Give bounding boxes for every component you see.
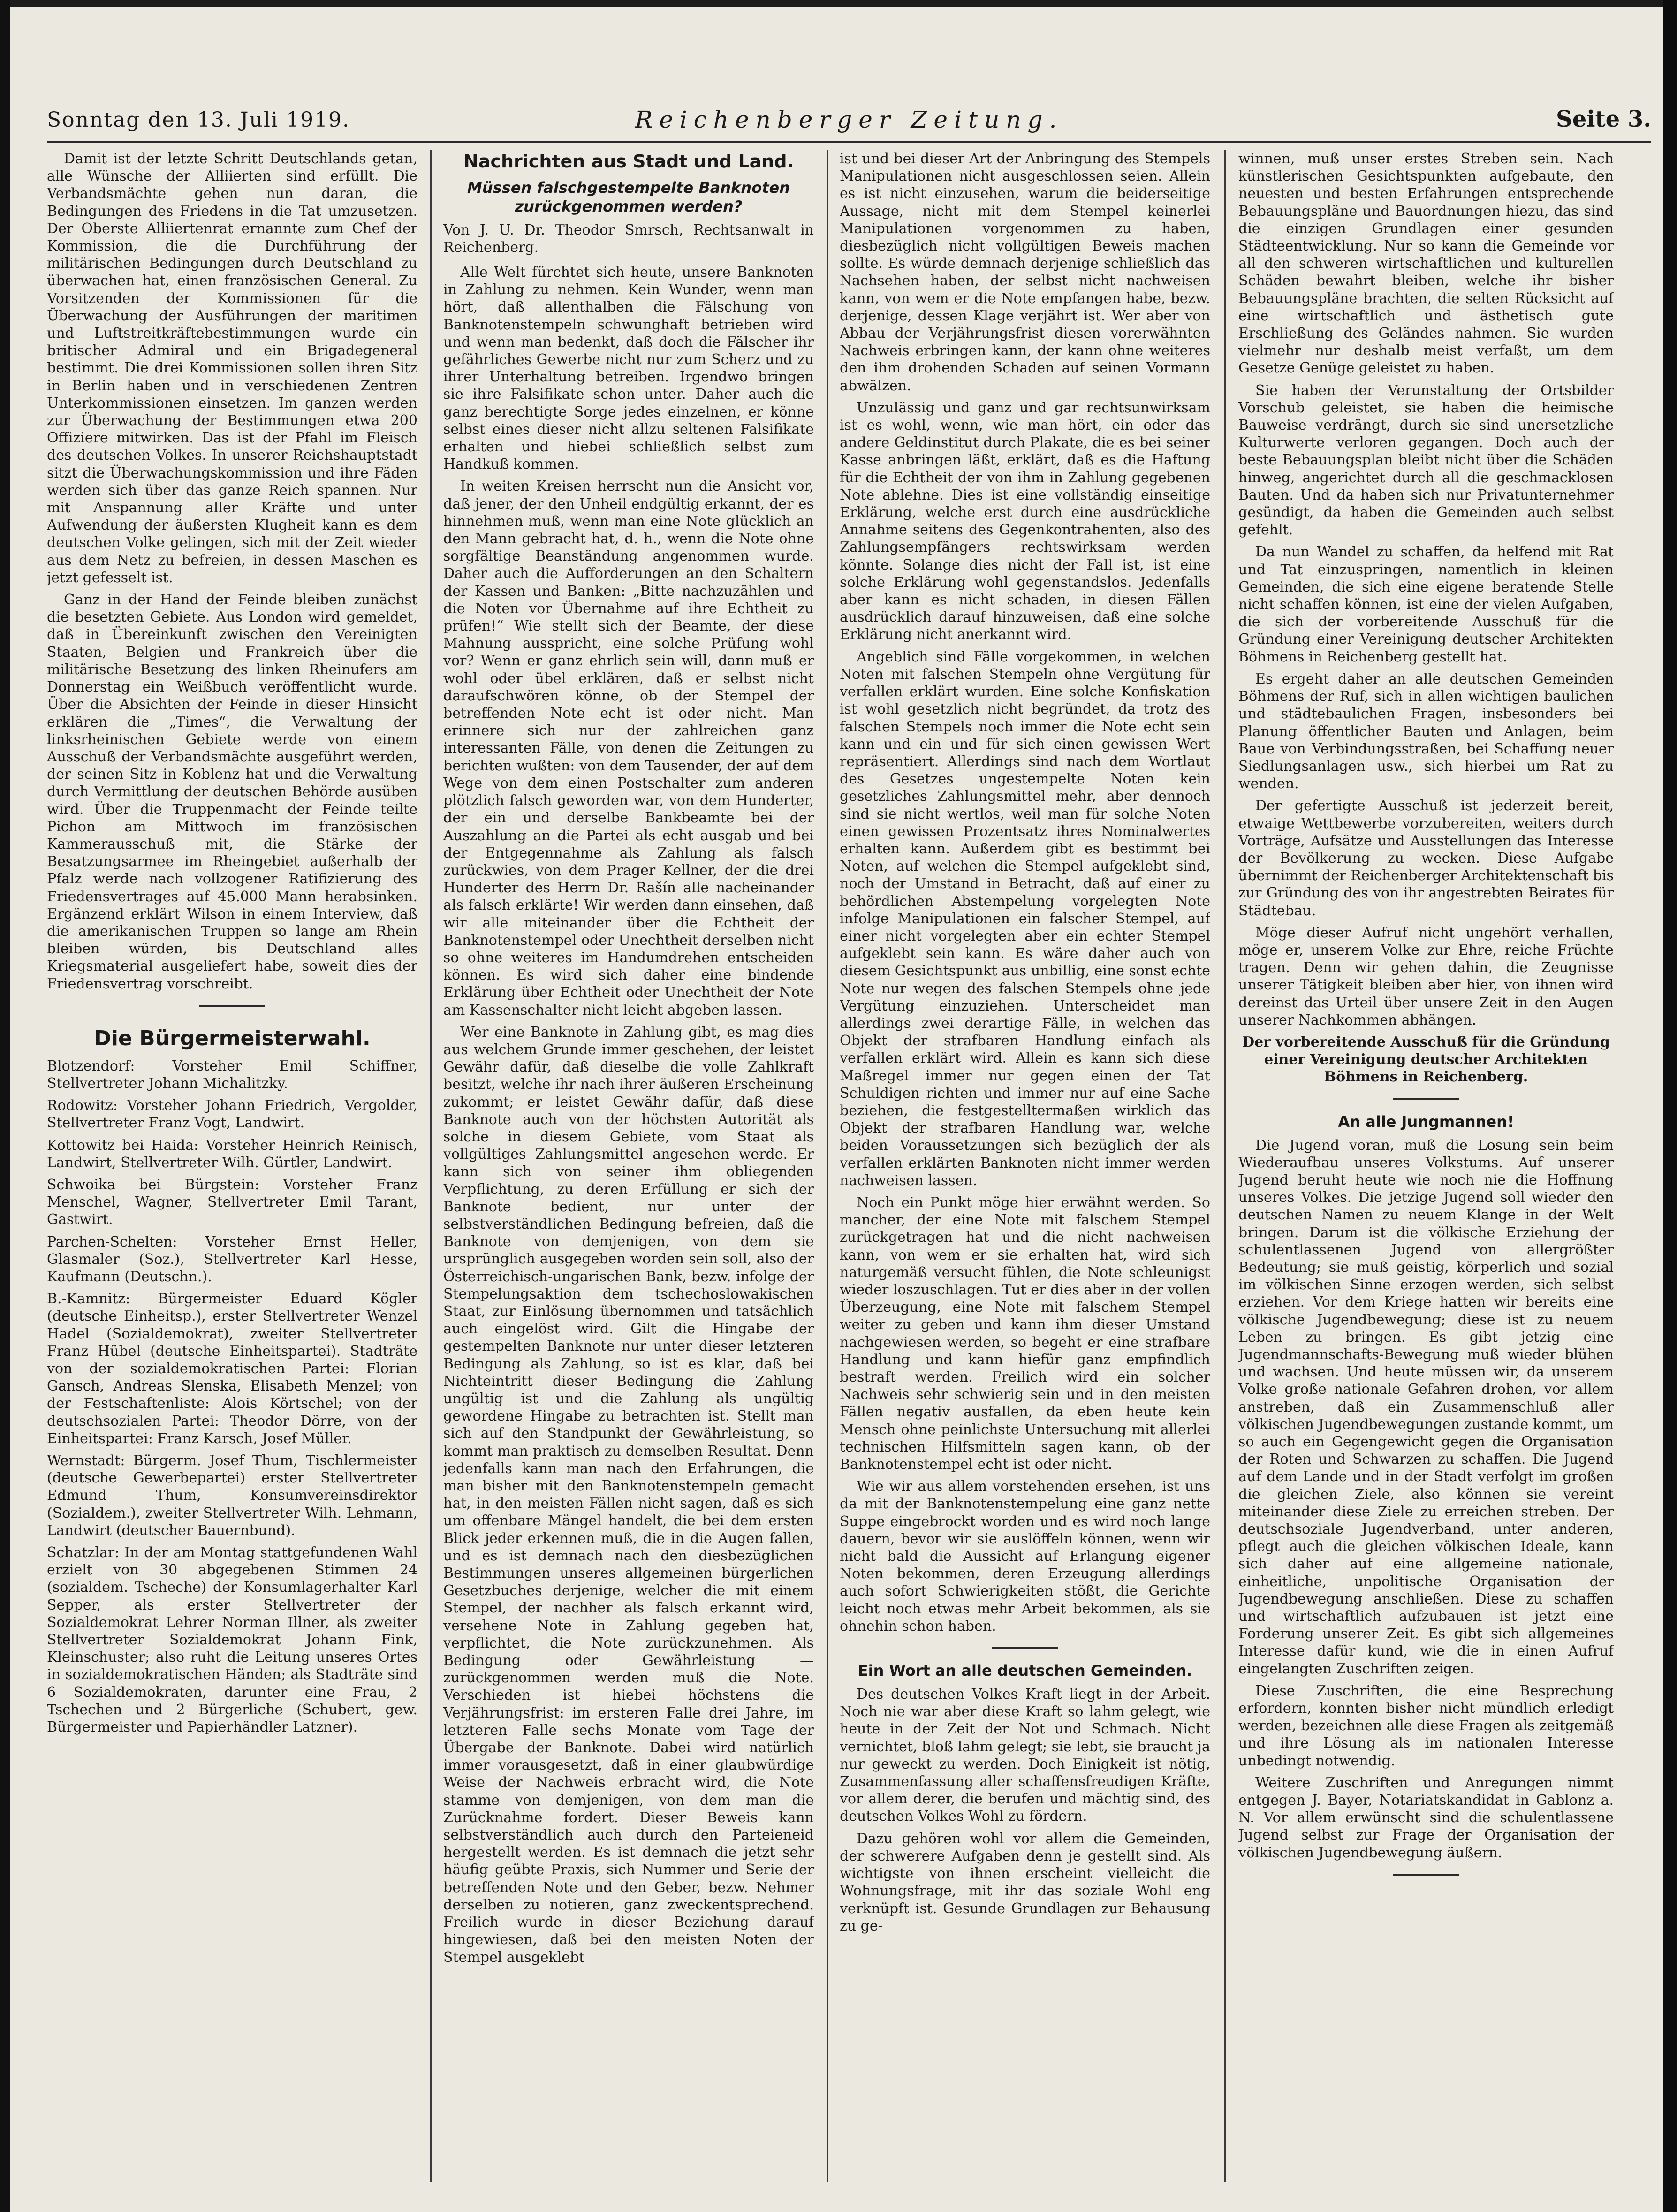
article-paragraph: Der gefertigte Ausschuß ist jederzeit bereit, etwaige Wettbewerbe vorzubereiten, weiters durch Vorträge, Aufsätze und Ausstellungen das Interesse der Bevölkerung zu wecken. Diese Aufgabe übernimmt der Reichenberger Architektenschaft bis zur Gründung des von ihr angestrebten Beirates für Städtebau.	[1238, 798, 1614, 919]
article-paragraph: Alle Welt fürchtet sich heute, unsere Banknoten in Zahlung zu nehmen. Kein Wunder, wenn man hört, daß allenthalben die Fälschung von Banknotenstempeln schwunghaft betrieben wird und wenn man bedenkt, daß doch die Fälscher ihr gefährliches Gewerbe nicht nur zum Scherz und zu ihrer Unterhaltung betreiben. Irgendwo bringen sie ihre Falsifikate schon unter. Daher auch die ganz berechtigte Sorge jedes einzelnen, er könne selbst eines dieser nicht allzu seltenen Falsifikate erhalten und hiebei schließlich selbst zum Handkuß kommen.	[443, 264, 814, 473]
newspaper-title: Reichenberger Zeitung.	[635, 106, 1063, 133]
article-paragraph: In weiten Kreisen herrscht nun die Ansicht vor, daß jener, der den Unheil endgültig erkannt, der es hinnehmen muß, wenn man eine Note glücklich an den Mann gebracht hat, d. h., wenn die Note ohne sorgfältige Beanständung angenommen wurde. Daher auch die Aufforderungen an den Schaltern der Kassen und Banken: „Bitte nachzuzählen und die Noten vor Übernahme auf ihre Echtheit zu prüfen!“ Wie stellt sich der Beamte, der diese Mahnung ausspricht, eine solche Prüfung wohl vor? Wenn er ganz ehrlich sein will, dann muß er wohl oder übel erklären, daß er selbst nicht daraufschwören könne, ob der Stempel der betreffenden Note echt ist oder nicht. Man erinnere sich nur der zahlreichen ganz interessanten Fälle, von denen die Zeitungen zu berichten wußten: von dem Tausender, der auf dem Wege von dem einen Postschalter zum anderen plötzlich falsch geworden war, von dem Hunderter, der ein und derselbe Bankbeamte bei der Auszahlung an die Partei als echt ausgab und bei der Entgegennahme als Zahlung als falsch zurückwies, von dem Prager Kellner, der die drei Hunderter des Herrn Dr. Rašín alle nacheinander als falsch erklärte! Wir werden dann einsehen, daß wir alle miteinander über die Echtheit der Banknotenstempel oder Unechtheit derselben nicht so ohne weiteres im Handumdrehen entscheiden können. Es wird sich daher eine bindende Erklärung über Echtheit oder Unechtheit der Note am Kassenschalter nicht leicht abgeben lassen.	[443, 478, 814, 1019]
article-author: Von J. U. Dr. Theodor Smrsch, Rechtsanwalt in Reichenberg.	[443, 222, 814, 256]
section-heading: Die Bürgermeisterwahl.	[94, 1026, 371, 1050]
issue-date: Sonntag den 13. Juli 1919.	[47, 108, 350, 132]
article-paragraph: Möge dieser Aufruf nicht ungehört verhallen, möge er, unserem Volke zur Ehre, reiche Früchte tragen. Denn wir gehen dahin, die Zeugnisse unserer Tätigkeit bleiben aber hier, von ihnen wird dereinst das Urteil über unsere Zeit in den Augen unserer Nachkommen abhängen.	[1238, 924, 1614, 1028]
article-paragraph: Wer eine Banknote in Zahlung gibt, es mag dies aus welchem Grunde immer geschehen, der leistet Gewähr dafür, daß dieselbe die volle Zahlkraft besitzt, welche ihr nach ihrer äußeren Erscheinung zukommt; er leistet Gewähr dafür, daß diese Banknote auch von der höchsten Autorität als solche in diesem Gebiete, vom Staat als vollgültiges Zahlungsmittel angesehen werde. Er kann sich von seiner ihm obliegenden Verpflichtung, zu deren Erfüllung er sich der Banknote bedient, nur unter der selbstverständlichen Bedingung befreien, daß die Banknote von demjenigen, von dem sie ursprünglich ausgegeben worden sein soll, also der Österreichisch-ungarischen Bank, bezw. infolge der Stempelungsaktion dem tschechoslowakischen Staat, zur Einlösung übernommen und tatsächlich auch eingelöst wird. Gilt die Hingabe der gestempelten Banknote nur unter dieser letzteren Bedingung als Zahlung, so ist es klar, daß bei Nichteintritt dieser Bedingung die Zahlung ungültig ist und die Zahlung als ungültig gewordene Hingabe zu betrachten ist. Stellt man sich auf den Standpunkt der Gewährleistung, so kommt man praktisch zu demselben Resultat. Denn jedenfalls kann man nach den Erfahrungen, die man bisher mit den Banknotenstempeln gemacht hat, in den meisten Fällen nicht sagen, daß es sich um offenbare Mängel handelt, die bei dem ersten Blick jeder erkennen muß, die in die Augen fallen, und es ist demnach nach den diesbezüglichen Bestimmungen unseres allgemeinen bürgerlichen Gesetzbuches derjenige, welcher die mit einem Stempel, der nachher als falsch erkannt wird, versehene Note in Zahlung gegeben hat, verpflichtet, die Note zurückzunehmen. Als Bedingung oder Gewährleistung — zurückgenommen werden muß die Note. Verschieden ist hiebei höchstens die Verjährungsfrist: im ersteren Falle drei Jahre, im letzteren Falle sechs Monate vom Tage der Übergabe der Banknote. Dabei wird natürlich immer vorausgesetzt, daß in einer glaubwürdige Weise der Nachweis erbracht wird, die Note stamme von demjenigen, von dem man die Zurücknahme fordert. Dieser Beweis kann selbstverständlich auch durch den Parteieneid hergestellt werden. Es ist demnach die jetzt sehr häufig geübte Praxis, sich Nummer und Serie der betreffenden Note und den Geber, bezw. Nehmer derselben zu notieren, ganz zweckentsprechend. Freilich wurde in dieser Beziehung darauf hingewiesen, daß bei den meisten Noten der Stempel ausgeklebt	[443, 1024, 814, 1966]
article-paragraph: Dazu gehören wohl vor allem die Gemeinden, der schwerere Aufgaben denn je gestellt sind. Als wichtigste von ihnen erscheint vielleicht die Wohnungsfrage, mit ihr das soziale Wohl eng verknüpft ist. Gesunde Grundlagen zur Behausung zu ge-	[840, 1830, 1210, 1934]
article-paragraph: ist und bei dieser Art der Anbringung des Stempels Manipulationen nicht ausgeschlossen seien. Allein es ist nicht einzusehen, warum die beiderseitige Aussage, nicht mit dem Stempel keinerlei Manipulationen vorgenommen zu haben, diesbezüglich nicht vollgültigen Beweis machen sollte. Es würde demnach derjenige schließlich das Nachsehen haben, der selbst nicht nachweisen kann, von wem er die Note empfangen habe, bezw. derjenige, dessen Klage verjährt ist. Wer aber von Abbau der Verjährungsfrist diesen vorerwähnten Nachweis erbringen kann, der kann ohne weiteres den ihm drohenden Schaden auf seinen Vormann abwälzen.	[840, 151, 1210, 394]
page-header	[47, 104, 1651, 137]
election-entry: Schatzlar: In der am Montag stattgefundenen Wahl erzielt von 30 abgegebenen Stimmen 24 (sozialdem. Tscheche) der Konsumlagerhalter Karl Sepper, als erster Stellvertreter der Sozialdemokrat Lehrer Norman Illner, als zweiter Stellvertreter Sozialdemokrat Johann Fink, Kleinschuster; also ruht die Leitung unseres Ortes in sozialdemokratischen Händen; als Stadträte sind 6 Sozialdemokraten, darunter eine Frau, 2 Tschechen und 2 Bürgerliche (Schubert, gew. Bürgermeister und Papierhändler Latzner).	[47, 1544, 417, 1736]
article-title: Ein Wort an alle deutschen Gemeinden.	[857, 1662, 1192, 1680]
header-rule	[47, 141, 1651, 143]
section-divider	[1393, 1098, 1459, 1100]
article-paragraph: Des deutschen Volkes Kraft liegt in der Arbeit. Noch nie war aber diese Kraft so lahm gelegt, wie heute in der Zeit der Not und Schmach. Nicht vernichtet, bloß lahm gelegt; sie lebt, sie braucht ja nur geweckt zu werden. Doch Einigkeit ist nötig, Zusammenfassung aller schaffensfreudigen Kräfte, vor allem derer, die berufen und mächtig sind, des deutschen Volkes Wohl zu fördern.	[840, 1686, 1210, 1825]
page-number: Seite 3.	[1556, 106, 1651, 132]
column-1	[47, 150, 417, 2182]
article-paragraph: Damit ist der letzte Schritt Deutschlands getan, alle Wünsche der Alliierten sind erfüllt. Die Verbandsmächte gehen nun daran, die Bedingungen des Friedens in die Tat umzusetzen. Der Oberste Alliiertenrat ernannte zum Chef der Kommission, die die Durchführung der militärischen Bedingungen durch Deutschland zu überwachen hat, einen französischen General. Zu Vorsitzenden der Kommissionen für die Überwachung der Ausführungen der maritimen und Luftstreitkräftebestimmungen wurde ein britischer Admiral und ein Brigadegeneral bestimmt. Die drei Kommissionen sollen ihren Sitz in Berlin haben und in verschiedenen Zentren Unterkommissionen einsetzen. Im ganzen werden zur Überwachung der Bestimmungen etwa 200 Offiziere mitwirken. Das ist der Pfahl im Fleisch des deutschen Volkes. In unserer Reichshauptstadt sitzt die Überwachungskommission und ihre Fäden werden sich über das ganze Reich spannen. Nur mit Anspannung aller Kräfte und unter Aufwendung der äußersten Klugheit kann es dem deutschen Volke gelingen, sich mit der Zeit wieder aus dem Netz zu befreien, in dessen Maschen es jetzt gefesselt ist.	[47, 151, 417, 586]
article-title: An alle Jungmannen!	[1338, 1112, 1514, 1131]
section-divider	[1393, 1874, 1459, 1876]
column-divider	[1224, 150, 1226, 2182]
column-4	[1238, 150, 1614, 2182]
article-paragraph: Unzulässig und ganz und gar rechtsunwirksam ist es wohl, wenn, wie man hört, ein oder das andere Geldinstitut durch Plakate, die es bei seiner Kasse anbringen läßt, erklärt, daß es die Haftung für die Echtheit der von ihm in Zahlung gegebenen Note ablehne. Dies ist eine vollständig einseitige Erklärung, welche erst durch eine ausdrückliche Annahme seitens des Gegenkontrahenten, also des Zahlungsempfängers rechtswirksam werden könnte. Solange dies nicht der Fall ist, ist eine solche Erklärung wohl gegenstandslos. Jedenfalls aber kann es nicht schaden, in diesen Fällen ausdrücklich darauf hinzuweisen, daß eine solche Erklärung nicht anerkannt wird.	[840, 399, 1210, 643]
column-divider	[827, 150, 828, 2182]
column-2	[443, 150, 814, 2182]
election-entry: B.-Kamnitz: Bürgermeister Eduard Kögler (deutsche Einheitsp.), erster Stellvertreter Wenzel Hadel (Sozialdemokrat), zweiter Stellvertreter Franz Hübel (deutsche Einheitspartei). Stadträte von der sozialdemokratischen Partei: Florian Gansch, Andreas Slenska, Elisabeth Menzel; von der Festschaftenliste: Alois Körtschel; von der deutschsozialen Partei: Theodor Dörre, von der Einheitspartei: Franz Karsch, Josef Müller.	[47, 1291, 417, 1447]
article-paragraph: winnen, muß unser erstes Streben sein. Nach künstlerischen Gesichtspunkten aufgebaute, den neuesten und besten Erfahrungen entsprechende Bebauungspläne und Bauordnungen hiezu, das sind die einzigen Grundlagen einer gesunden Städteentwicklung. Nur so kann die Gemeinde vor all den schweren wirtschaftlichen und kulturellen Schäden bewahrt bleiben, welche ihr bisher Bebauungspläne brachten, die selten Rücksicht auf eine wirtschaftlich und ästhetisch gute Erschließung des Geländes nahmen. Sie wurden vielmehr nur deshalb meist verfaßt, um dem Gesetze Genüge geleistet zu haben.	[1238, 151, 1614, 377]
article-paragraph: Wie wir aus allem vorstehenden ersehen, ist uns da mit der Banknotenstempelung eine ganz nette Suppe eingebrockt worden und es wird noch lange dauern, bevor wir sie auslöffeln können, wenn wir nicht bald die Aussicht auf Erlangung eigener Noten bekommen, deren Erzeugung allerdings auch sofort Schwierigkeiten stößt, die Gerichte leicht noch etwas mehr Arbeit bekommen, als sie ohnehin schon haben.	[840, 1478, 1210, 1634]
scan-edge-top	[0, 0, 1677, 7]
column-divider	[430, 150, 432, 2182]
election-entry: Blotzendorf: Vorsteher Emil Schiffner, Stellvertreter Johann Michalitzky.	[47, 1057, 417, 1092]
article-paragraph: Es ergeht daher an alle deutschen Gemeinden Böhmens der Ruf, sich in allen wichtigen baulichen und städtebaulichen Fragen, insbesonders bei Planung öffentlicher Bauten und Anlagen, beim Baue von Verbindungsstraßen, bei Schaffung neuer Siedlungsanlagen usw., sich hierbei um Rat zu wenden.	[1238, 670, 1614, 792]
election-entry: Kottowitz bei Haida: Vorsteher Heinrich Reinisch, Landwirt, Stellvertreter Wilh. Gürtler, Landwirt.	[47, 1137, 417, 1171]
section-heading: Nachrichten aus Stadt und Land.	[463, 151, 794, 172]
election-entry: Parchen-Schelten: Vorsteher Ernst Heller, Glasmaler (Soz.), Stellvertreter Karl Hesse, Kaufmann (Deutschn.).	[47, 1233, 417, 1285]
article-title: Müssen falschgestempelte Banknoten zurückgenommen werden?	[467, 179, 790, 215]
article-paragraph: Sie haben der Verunstaltung der Ortsbilder Vorschub geleistet, sie haben die heimische Bauweise verdrängt, durch sie sind unersetzliche Kulturwerte verloren gegangen. Doch auch der beste Bebauungsplan bleibt nicht über die Schäden hinweg, angerichtet durch all die geschmacklosen Bauten. Und da haben sich nur Privatunternehmer gesündigt, da haben die Gemeinden auch selbst gefehlt.	[1238, 382, 1614, 539]
section-divider	[199, 1005, 265, 1007]
article-paragraph: Ganz in der Hand der Feinde bleiben zunächst die besetzten Gebiete. Aus London wird gemeldet, daß in Übereinkunft zwischen den Vereinigten Staaten, Belgien und Frankreich über die militärische Besetzung des linken Rheinufers am Donnerstag ein Weißbuch veröffentlicht wurde. Über die Absichten der Feinde in dieser Hinsicht erklären die „Times“, die Verwaltung der linksrheinischen Gebiete werde von einem Ausschuß der Verbandsmächte ausgeführt werden, der seinen Sitz in Koblenz hat und die Verwaltung durch Vermittlung der deutschen Behörde ausüben wird. Über die Truppenmacht der Feinde teilte Pichon am Mittwoch im französischen Kammerausschuß mit, die Stärke der Besatzungsarmee im Rheingebiet außerhalb der Pfalz werde nach vollzogener Ratifizierung des Friedensvertrages auf 45.000 Mann herabsinken. Ergänzend erklärt Wilson in einem Interview, daß die amerikanischen Truppen so lange am Rhein bleiben würden, bis Deutschland alles Kriegsmaterial ausgeliefert habe, soweit dies der Friedensvertrag vorschreibt.	[47, 592, 417, 992]
election-entry: Schwoika bei Bürgstein: Vorsteher Franz Menschel, Wagner, Stellvertreter Emil Tarant, Gastwirt.	[47, 1176, 417, 1228]
column-3	[840, 150, 1210, 2182]
article-signature: Der vorbereitende Ausschuß für die Gründung einer Vereinigung deutscher Architekten Böhmens in Reichenberg.	[1242, 1034, 1610, 1086]
article-paragraph: Weitere Zuschriften und Anregungen nimmt entgegen J. Bayer, Notariatskandidat in Gablonz a. N. Vor allem erwünscht sind die schulentlassene Jugend selbst zur Frage der Organisation der völkischen Jugendbewegung äußern.	[1238, 1774, 1614, 1861]
article-paragraph: Diese Zuschriften, die eine Besprechung erfordern, konnten bisher nicht mündlich erledigt werden, bezeichnen alle diese Fragen als zeitgemäß und ihre Lösung als im nationalen Interesse unbedingt notwendig.	[1238, 1682, 1614, 1769]
election-entry: Rodowitz: Vorsteher Johann Friedrich, Vergolder, Stellvertreter Franz Vogt, Landwirt.	[47, 1097, 417, 1132]
article-paragraph: Die Jugend voran, muß die Losung sein beim Wiederaufbau unseres Volkstums. Auf unserer Jugend beruht heute wie noch nie die Hoffnung unseres Volkes. Die jetzige Jugend soll wieder den deutschen Namen zu neuem Klange in der Welt bringen. Darum ist die völkische Erziehung der schulentlassenen Jugend von allergrößter Bedeutung; sie muß geistig, körperlich und sozial im völkischen Sinne erzogen werden, sich selbst erziehen. Vor dem Kriege hatten wir bereits eine völkische Jugendbewegung; diese ist zu neuem Leben zu bringen. Es gibt jetzig eine Jugendmannschafts-Bewegung muß wieder blühen und wachsen. Und heute müssen wir, da unserem Volke große nationale Gefahren drohen, vor allem anstreben, daß ein Zusammenschluß aller völkischen Jugendbewegungen zustande kommt, um so auch ein Gegengewicht gegen die Organisation der Roten und Schwarzen zu schaffen. Die Jugend auf dem Lande und in der Stadt verfolgt im großen die gleichen Ziele, also können sie vereint miteinander diese Ziele zu erreichen streben. Der deutschsoziale Jugendverband, unter anderen, pflegt auch die gleichen völkischen Ideale, kann sich daher auf eine allgemeine nationale, einheitliche, unpolitische Organisation der Jugendbewegung anschließen. Diese zu schaffen und wirtschaftlich aufzubauen ist jetzt eine Forderung unserer Zeit. Es gibt sich allgemeines Interesse dafür kund, wie die in einen Aufruf eingelangten Zuschriften zeigen.	[1238, 1137, 1614, 1677]
section-divider	[992, 1647, 1058, 1649]
scan-edge-left	[0, 0, 10, 2212]
scan-edge-right	[1663, 0, 1677, 2212]
article-paragraph: Noch ein Punkt möge hier erwähnt werden. So mancher, der eine Note mit falschem Stempel zurückgetragen hat und die nicht nachweisen kann, von wem er sie erhalten hat, wird sich naturgemäß versucht fühlen, die Note schleunigst wieder loszuschlagen. Tut er dies aber in der vollen Überzeugung, eine Note mit falschem Stempel weiter zu geben und kann ihm dieser Umstand nachgewiesen werden, so begeht er eine strafbare Handlung und kann hiefür ganz empfindlich bestraft werden. Freilich wird ein solcher Nachweis sehr schwierig sein und in den meisten Fällen negativ ausfallen, da eben heute kein Mensch ohne peinlichste Untersuchung mit allerlei technischen Hilfsmitteln sagen kann, ob der Banknotenstempel echt ist oder nicht.	[840, 1194, 1210, 1473]
article-paragraph: Angeblich sind Fälle vorgekommen, in welchen Noten mit falschen Stempeln ohne Vergütung für verfallen erklärt wurden. Eine solche Konfiskation ist wohl gesetzlich nicht begründet, da trotz des falschen Stempels noch immer die Note echt sein kann und ein und für sich einen gewissen Wert repräsentiert. Allerdings sind nach dem Wortlaut des Gesetzes ungestempelte Noten kein gesetzliches Zahlungsmittel mehr, aber dennoch sind sie nicht wertlos, weil man für solche Noten einen gewissen Prozentsatz ihres Nominalwertes erhalten kann. Außerdem gibt es bestimmt bei Noten, auf welchen die Stempel aufgeklebt sind, noch der Umstand in Betracht, daß auf einer zu behördlichen Abstempelung vorgelegten Note infolge Manipulationen ein falscher Stempel, auf einer nicht vorgelegten aber ein echter Stempel aufgeklebt sein kann. Es wäre daher auch von diesem Gesichtspunkt aus unbillig, eine sonst echte Note nur wegen des falschen Stempels ohne jede Vergütung einzuziehen. Unterscheidet man allerdings zwei derartige Fälle, in welchen das Objekt der strafbaren Handlung einfach als verfallen erklärt wird. Allein es kann sich diese Maßregel immer nur gegen einen der Tat Schuldigen richten und immer nur auf eine Sache beziehen, die festgestelltermaßen wirklich das Objekt der strafbaren Handlung war, welche beiden Voraussetzungen sich bezüglich der als verfallen erklärten Banknoten nicht immer werden nachweisen lassen.	[840, 648, 1210, 1189]
election-entry: Wernstadt: Bürgerm. Josef Thum, Tischlermeister (deutsche Gewerbepartei) erster Stellvertreter Edmund Thum, Konsumvereinsdirektor (Sozialdem.), zweiter Stellvertreter Wilh. Lehmann, Landwirt (deutscher Bauernbund).	[47, 1452, 417, 1539]
article-paragraph: Da nun Wandel zu schaffen, da helfend mit Rat und Tat einzuspringen, namentlich in kleinen Gemeinden, die sich eine eigene beratende Stelle nicht schaffen können, ist eine der vielen Aufgaben, die sich der vorbereitende Ausschuß für die Gründung einer Vereinigung deutscher Architekten Böhmens in Reichenberg gestellt hat.	[1238, 544, 1614, 665]
